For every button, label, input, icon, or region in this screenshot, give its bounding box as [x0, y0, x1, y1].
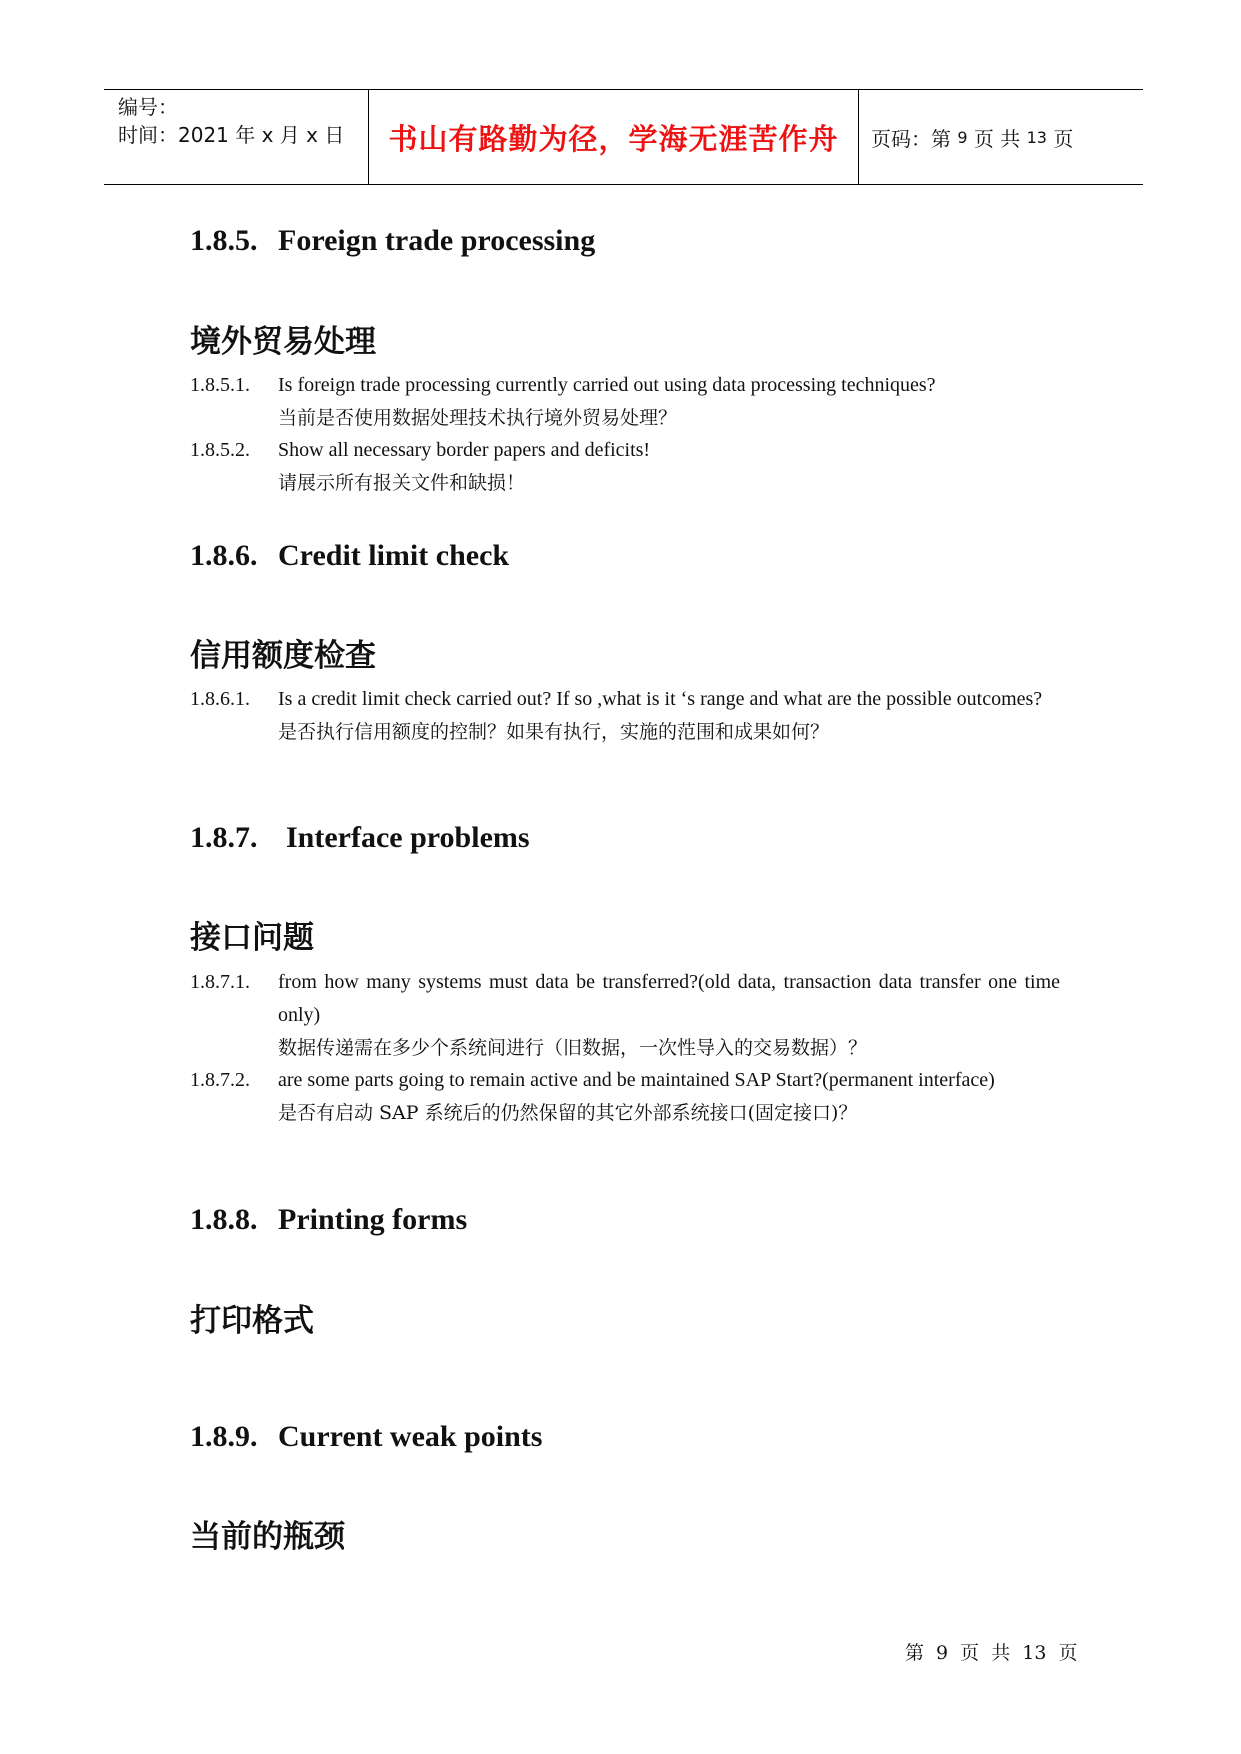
page-header [104, 89, 1143, 185]
item-number: 1.8.5.1. [190, 374, 250, 396]
list-item [190, 1064, 1060, 1130]
item-text-zh: 是否有启动 SAP 系统后的仍然保留的其它外部系统接口(固定接口)？ [278, 1102, 858, 1124]
section-number: 1.8.9. [190, 1420, 258, 1453]
item-text: Is foreign trade processing currently carried out using data processing techniques? [278, 374, 936, 396]
item-number: 1.8.7.2. [190, 1069, 250, 1091]
item-number: 1.8.6.1. [190, 688, 250, 710]
page-mid: 页 共 [973, 126, 1021, 151]
section-title: Credit limit check [278, 539, 510, 572]
section-heading-zh: 信用额度检查 [190, 638, 376, 674]
item-text-zh: 请展示所有报关文件和缺损！ [278, 472, 526, 494]
section-number: 1.8.6. [190, 539, 258, 572]
page-suffix: 页 [1053, 126, 1074, 151]
item-text-zh: 当前是否使用数据处理技术执行境外贸易处理？ [278, 407, 678, 429]
document-number-label: 编号： [118, 95, 178, 119]
list-item [190, 683, 1060, 749]
list-item [190, 434, 1060, 500]
section-heading [190, 1420, 542, 1454]
page-current: 9 [957, 127, 968, 147]
item-number: 1.8.5.2. [190, 439, 250, 461]
section-number: 1.8.7. [190, 821, 258, 854]
section-heading [190, 539, 509, 573]
item-text: are some parts going to remain active and be maintained SAP Start?(permanent interface) [278, 1069, 995, 1091]
section-heading [190, 821, 530, 855]
item-text: from how many systems must data be transferred?(old data, transaction data transfer one time only) [278, 971, 1060, 1026]
page-footer: 第 9 页 共 13 页 [905, 1642, 1078, 1664]
section-heading-zh: 境外贸易处理 [190, 324, 376, 360]
header-motto-cell [369, 90, 859, 184]
section-number: 1.8.5. [190, 224, 258, 257]
section-title: Current weak points [278, 1420, 543, 1453]
section-number: 1.8.8. [190, 1203, 258, 1236]
section-title: Foreign trade processing [278, 224, 596, 257]
section-heading-zh: 打印格式 [190, 1303, 314, 1339]
list-item [190, 966, 1060, 1065]
header-motto: 书山有路勤为径，学海无涯苦作舟 [388, 121, 839, 156]
item-text: Is a credit limit check carried out? If so ,what is it ‘s range and what are the possible outcomes? [278, 688, 1043, 710]
section-heading [190, 224, 595, 258]
item-text-zh: 数据传递需在多少个系统间进行（旧数据，一次性导入的交易数据）？ [278, 1037, 868, 1059]
page-total: 13 [1026, 127, 1047, 147]
section-title: Interface problems [286, 821, 530, 854]
page-prefix: 页码：第 [871, 126, 951, 151]
header-page-info [859, 90, 1143, 184]
item-number: 1.8.7.1. [190, 971, 250, 993]
section-heading [190, 1203, 467, 1237]
section-heading-zh: 当前的瓶颈 [190, 1519, 345, 1555]
document-time-label: 时间：2021 年 x 月 x 日 [118, 123, 345, 147]
item-text: Show all necessary border papers and deficits! [278, 439, 651, 461]
list-item [190, 369, 1060, 435]
section-heading-zh: 接口问题 [190, 920, 314, 956]
header-meta [104, 90, 369, 184]
item-text-zh: 是否执行信用额度的控制？如果有执行，实施的范围和成果如何？ [278, 721, 830, 743]
section-title: Printing forms [278, 1203, 468, 1236]
